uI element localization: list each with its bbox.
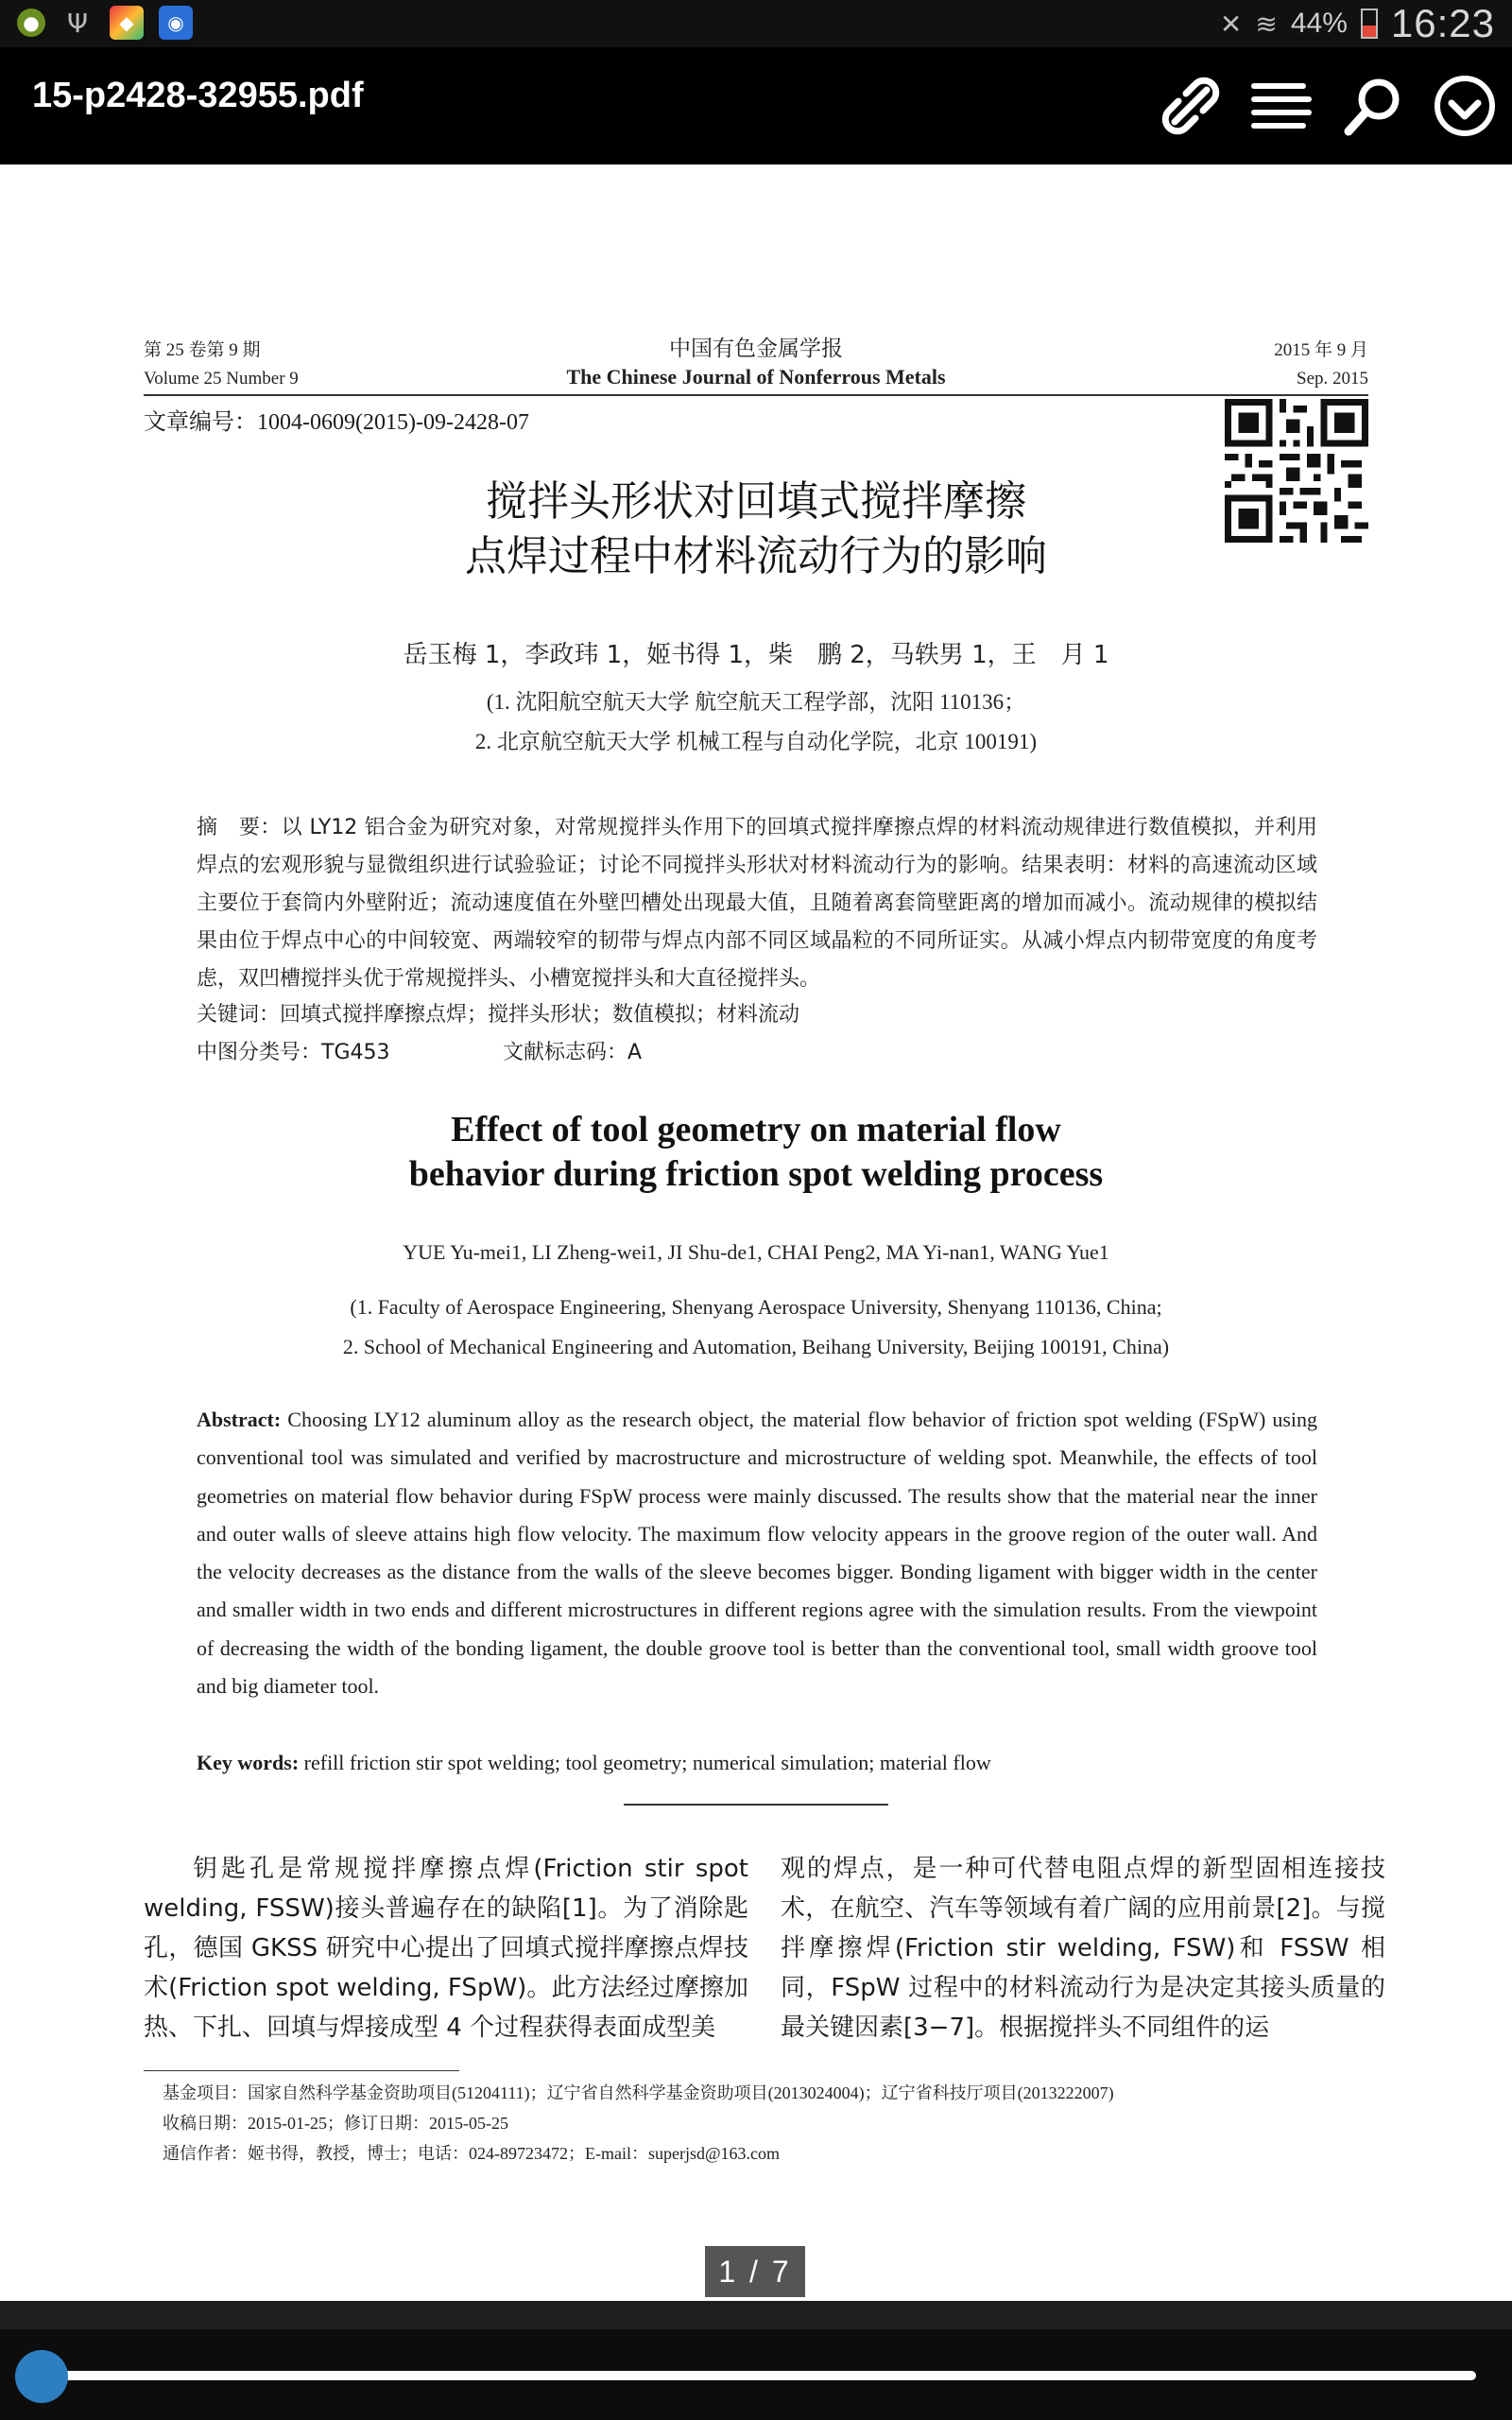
usb-icon: Ψ [66,7,89,39]
affiliation-en-line1: (1. Faculty of Aerospace Engineering, Shenyang Aerospace University, Shenyang 110136, China; [350,1295,1162,1319]
title-en-line1: Effect of tool geometry on material flow [451,1110,1061,1150]
affiliation-cn-line2: 2. 北京航空航天大学 机械工程与自动化学院，北京 100191) [474,730,1038,753]
battery-level [1363,26,1376,37]
app-toolbar [0,47,1512,164]
footnote-funding: 基金项目：国家自然科学基金资助项目(51204111)；辽宁省自然科学基金资助项目(2013024004)；辽宁省科技厅项目(2013222007) [163,2083,1114,2102]
wifi-icon: ≋ [1255,9,1278,39]
footnote-rule [144,2070,459,2071]
checkmark-circle-icon [1432,73,1498,139]
search-icon [1341,73,1407,139]
pdf-page[interactable] [0,164,1512,2301]
body-column-right: 观的焊点，是一种可代替电阻点焊的新型固相连接技术，在航空、汽车等领域有着广阔的应用前景[2]。与搅拌摩擦焊(Friction stir welding, FSW)和 FSSW 相同，FSpW 过程中的材料流动行为是决定其接头质量的最关键因素[3−7]。根据搅拌头不同组件的运 [781,1855,1385,2042]
battery-percent: 44% [1290,8,1348,39]
battery-icon [1361,9,1378,39]
affiliation-en-line2: 2. School of Mechanical Engineering and Automation, Beihang University, Beijing 100191, China) [342,1335,1170,1358]
abstract-cn: 摘 要：以 LY12 铝合金为研究对象，对常规搅拌头作用下的回填式搅拌摩擦点焊的材料流动规律进行数值模拟，并利用焊点的宏观形貌与显微组织进行试验验证；讨论不同搅拌头形状对材料流动行为的影响。结果表明：材料的高速流动区域主要位于套筒内外壁附近；流动速度值在外壁凹槽处出现最大值，且随着离套筒壁距离的增加而减小。流动规律的模拟结果由位于焊点中心的中间较宽、两端较窄的韧带与焊点内部不同区域晶粒的不同所证实。从减小焊点内韧带宽度的角度考虑，双凹槽搅拌头优于常规搅拌头、小槽宽搅拌头和大直径搅拌头。 [197,816,1317,991]
keywords-en-label: Key words: [197,1751,300,1774]
article-number: 文章编号：1004-0609(2015)-09-2428-07 [144,410,529,435]
app-icon-blue: ◉ [159,6,193,40]
document-title: 15-p2428-32955.pdf [32,76,364,115]
seek-bar-top-band [0,2301,1512,2329]
keywords-en [197,1751,1317,1775]
doc-code-cn: 文献标志码：A [503,1041,643,1064]
keywords-cn: 关键词：回填式搅拌摩擦点焊；搅拌头形状；数值模拟；材料流动 [197,1003,800,1027]
title-en-line2: behavior during friction spot welding process [408,1154,1104,1194]
abstract-en-text: Choosing LY12 aluminum alloy as the research object, the material flow behavior of friction spot welding (FSpW) using conventional tool was simulated and verified by macrostructure and microstructure of welding spot. Meanwhile, the effects of tool geometries on material flow behavior during FSpW process were mainly discussed. The results show that the material near the inner and outer walls of sleeve attains high flow velocity. The maximum flow velocity appears in the groove region of the outer wall. And the velocity decreases as the distance from the walls of the sleeve becomes bigger. Bonding ligament with bigger width in the center and smaller width in two ends and different microstructures in different regions agree with the simulation results. From the viewpoint of decreasing the width of the bonding ligament, the double groove tool is better than the conventional tool, small width groove tool and big diameter tool. [197,1408,1318,1699]
title-cn-line1: 搅拌头形状对回填式搅拌摩擦 [486,477,1026,526]
journal-name-en: The Chinese Journal of Nonferrous Metals [566,365,946,389]
journal-date-en: Sep. 2015 [1297,369,1368,389]
affiliation-cn-line1: (1. 沈阳航空航天大学 航空航天工程学部，沈阳 110136； [486,690,1026,714]
authors-en: YUE Yu-mei1, LI Zheng-wei1, JI Shu-de1, CHAI Peng2, MA Yi-nan1, WANG Yue1 [403,1240,1109,1264]
journal-volume-en: Volume 25 Number 9 [144,369,299,389]
outline-button[interactable] [1244,64,1319,147]
done-button[interactable] [1427,64,1503,147]
clock: 16:23 [1390,1,1495,45]
abstract-en-label: Abstract: [197,1408,282,1431]
page-seek-bar [0,2301,1512,2420]
outline-list-icon [1248,73,1314,139]
abstract-en [197,1401,1317,1705]
journal-name-cn: 中国有色金属学报 [669,337,843,360]
app-notification-icon: ● [17,9,45,37]
footnote-dates: 收稿日期：2015-01-25；修订日期：2015-05-25 [163,2114,508,2133]
body-column-left: 钥匙孔是常规搅拌摩擦点焊(Friction stir spot welding, FSSW)接头普遍存在的缺陷[1]。为了消除匙孔，德国 GKSS 研究中心提出了回填式搅拌摩擦点焊技术(Friction spot welding, FSpW)。此方法经过摩擦加热、下扎、回填与焊接成型 4 个过程获得表面成型美 [144,1855,748,2042]
keywords-en-text: refill friction stir spot welding; tool geometry; numerical simulation; material flow [303,1751,991,1774]
journal-volume-cn: 第 25 卷第 9 期 [144,340,261,360]
link-icon [1158,73,1224,139]
classification-cn: 中图分类号：TG453 [197,1041,390,1064]
page-indicator: 1 / 7 [705,2246,805,2297]
notification-icons [17,6,193,40]
status-bar [0,0,1512,47]
title-cn-line2: 点焊过程中材料流动行为的影响 [465,532,1047,580]
header-rule [144,394,1368,396]
section-separator [624,1804,888,1806]
link-button[interactable] [1153,64,1228,147]
qr-code [1225,399,1368,543]
search-button[interactable] [1336,64,1412,147]
footnote-contact: 通信作者：姬书得，教授，博士；电话：024-89723472；E-mail：superjsd@163.com [163,2144,781,2163]
seek-thumb[interactable] [15,2350,68,2403]
authors-cn: 岳玉梅 1，李政玮 1，姬书得 1，柴 鹏 2，马轶男 1，王 月 1 [403,641,1109,669]
seek-track[interactable] [42,2371,1476,2380]
journal-date-cn: 2015 年 9 月 [1274,340,1368,360]
vibrate-mute-icon: ✕ [1219,9,1243,39]
app-icon-colorful: ◆ [110,6,144,40]
